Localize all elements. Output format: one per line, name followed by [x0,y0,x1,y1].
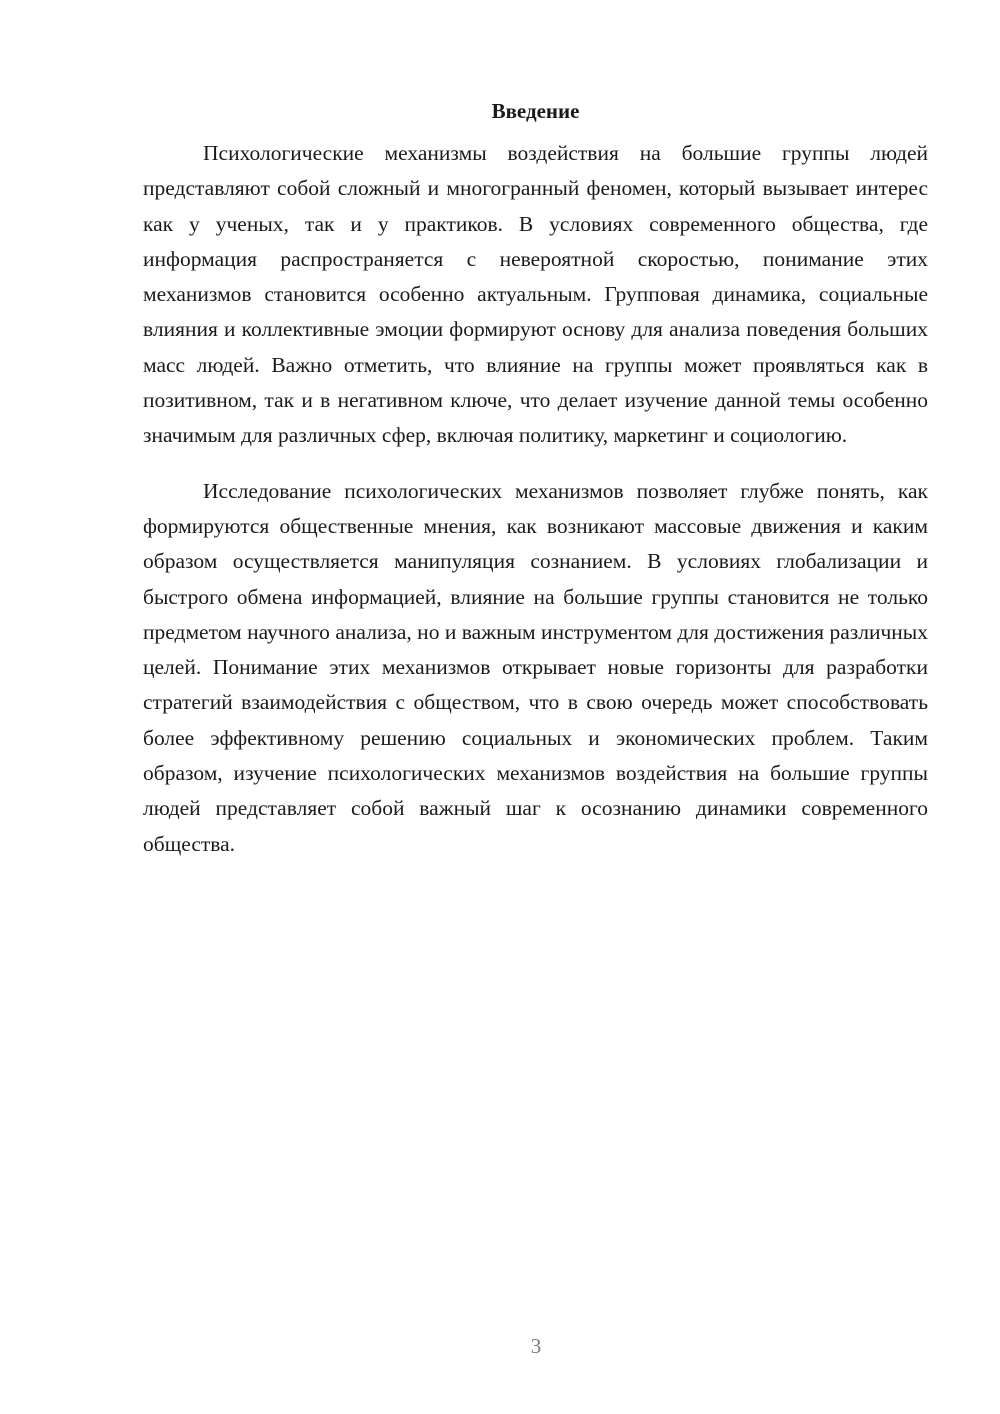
page-content [143,96,928,862]
paragraph-2: Исследование психологических механизмов позволяет глубже понять, как формируются общественные мнения, как возникают массовые движения и каким образом осуществляется манипуляция сознанием. В условиях глобализации и быстрого обмена информацией, влияние на большие группы становится не только предметом научного анализа, но и важным инструментом для достижения различных целей. Понимание этих механизмов открывает новые горизонты для разработки стратегий взаимодействия с обществом, что в свою очередь может способствовать более эффективному решению социальных и экономических проблем. Таким образом, изучение психологических механизмов воздействия на большие группы людей представляет собой важный шаг к осознанию динамики современного общества. [143,478,928,856]
paragraph-1: Психологические механизмы воздействия на большие группы людей представляют собой сложный и многогранный феномен, который вызывает интерес как у ученых, так и у практиков. В условиях современного общества, где информация распространяется с невероятной скоростью, понимание этих механизмов становится особенно актуальным. Групповая динамика, социальные влияния и коллективные эмоции формируют основу для анализа поведения больших масс людей. Важно отметить, что влияние на группы может проявляться как в позитивном, так и в негативном ключе, что делает изучение данной темы особенно значимым для различных сфер, включая политику, маркетинг и социологию. [143,141,928,448]
section-heading: Введение [491,99,580,123]
page-number: 3 [530,1334,542,1358]
